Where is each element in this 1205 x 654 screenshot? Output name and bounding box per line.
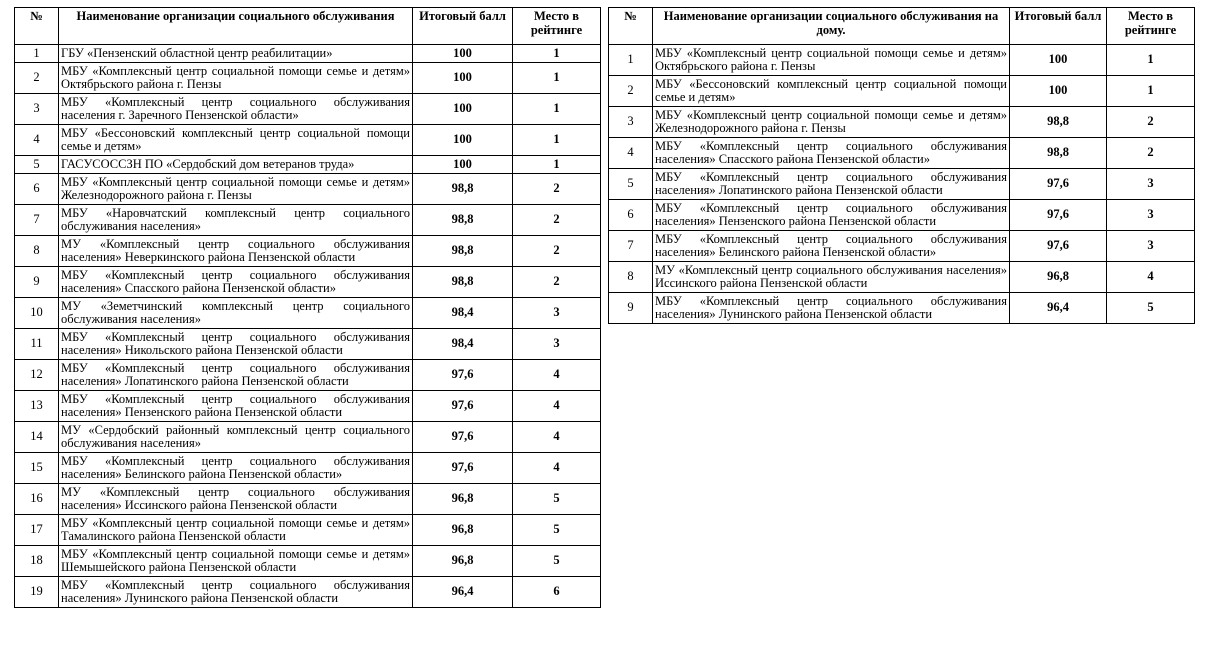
table-row	[15, 174, 601, 205]
cell-score: 97,6	[1010, 169, 1107, 200]
table-row	[609, 231, 1195, 262]
table-row	[609, 76, 1195, 107]
cell-score: 96,8	[413, 484, 513, 515]
cell-name: ГБУ «Пензенский областной центр реабилитации»	[59, 45, 413, 63]
cell-place: 2	[513, 205, 601, 236]
cell-score: 97,6	[413, 422, 513, 453]
cell-score: 100	[1010, 76, 1107, 107]
cell-name: МБУ «Комплексный центр социального обслуживания населения» Спасского района Пензенской области»	[59, 267, 413, 298]
cell-name: МУ «Земетчинский комплексный центр социального обслуживания населения»	[59, 298, 413, 329]
cell-score: 96,8	[1010, 262, 1107, 293]
cell-score: 96,8	[413, 546, 513, 577]
cell-name: МБУ «Комплексный центр социального обслуживания населения» Спасского района Пензенской области»	[653, 138, 1010, 169]
cell-name: МБУ «Комплексный центр социальной помощи семье и детям» Октябрьского района г. Пензы	[59, 63, 413, 94]
cell-name: МБУ «Комплексный центр социального обслуживания населения г. Заречного Пензенской области»	[59, 94, 413, 125]
table-row	[609, 107, 1195, 138]
cell-num: 19	[15, 577, 59, 608]
cell-num: 1	[15, 45, 59, 63]
cell-place: 1	[1107, 76, 1195, 107]
cell-place: 5	[513, 546, 601, 577]
cell-place: 1	[513, 156, 601, 174]
cell-name: МБУ «Комплексный центр социального обслуживания населения» Пензенского района Пензенской области	[59, 391, 413, 422]
cell-score: 97,6	[413, 360, 513, 391]
table-row	[609, 138, 1195, 169]
cell-num: 11	[15, 329, 59, 360]
table-row	[609, 169, 1195, 200]
cell-name: МБУ «Бессоновский комплексный центр социальной помощи семье и детям»	[59, 125, 413, 156]
table-header-row	[15, 8, 601, 45]
cell-place: 2	[1107, 138, 1195, 169]
cell-name: МБУ «Комплексный центр социальной помощи семье и детям» Железнодорожного района г. Пензы	[653, 107, 1010, 138]
table-row	[15, 45, 601, 63]
cell-name: МБУ «Комплексный центр социального обслуживания населения» Лопатинского района Пензенской области	[59, 360, 413, 391]
cell-place: 3	[1107, 169, 1195, 200]
cell-place: 5	[513, 484, 601, 515]
cell-name: МУ «Комплексный центр социального обслуживания населения» Иссинского района Пензенской области	[653, 262, 1010, 293]
cell-name: МБУ «Комплексный центр социального обслуживания населения» Белинского района Пензенской области»	[59, 453, 413, 484]
cell-name: ГАСУСОССЗН ПО «Сердобский дом ветеранов труда»	[59, 156, 413, 174]
table-row	[15, 205, 601, 236]
cell-place: 4	[1107, 262, 1195, 293]
cell-num: 16	[15, 484, 59, 515]
cell-score: 97,6	[1010, 200, 1107, 231]
table-row	[15, 546, 601, 577]
cell-score: 100	[413, 156, 513, 174]
table-row	[15, 484, 601, 515]
cell-name: МБУ «Комплексный центр социального обслуживания населения» Белинского района Пензенской области»	[653, 231, 1010, 262]
cell-score: 98,4	[413, 298, 513, 329]
cell-num: 7	[15, 205, 59, 236]
cell-name: МУ «Комплексный центр социального обслуживания населения» Иссинского района Пензенской области	[59, 484, 413, 515]
cell-num: 5	[15, 156, 59, 174]
cell-score: 100	[413, 125, 513, 156]
cell-num: 4	[609, 138, 653, 169]
cell-score: 97,6	[413, 391, 513, 422]
cell-score: 98,8	[413, 205, 513, 236]
table-row	[15, 329, 601, 360]
cell-score: 98,8	[1010, 138, 1107, 169]
cell-score: 100	[413, 63, 513, 94]
cell-num: 6	[15, 174, 59, 205]
cell-num: 2	[15, 63, 59, 94]
cell-num: 9	[15, 267, 59, 298]
cell-score: 100	[413, 94, 513, 125]
cell-place: 1	[513, 63, 601, 94]
cell-place: 2	[513, 267, 601, 298]
header-place: Место в рейтинге	[1107, 8, 1195, 45]
cell-name: МБУ «Комплексный центр социального обслуживания населения» Лопатинского района Пензенской области	[653, 169, 1010, 200]
header-name: Наименование организации социального обслуживания на дому.	[653, 8, 1010, 45]
cell-num: 2	[609, 76, 653, 107]
table-row	[15, 515, 601, 546]
cell-place: 5	[1107, 293, 1195, 324]
cell-name: МБУ «Комплексный центр социального обслуживания населения» Лунинского района Пензенской области	[59, 577, 413, 608]
cell-score: 97,6	[413, 453, 513, 484]
cell-place: 2	[513, 236, 601, 267]
cell-score: 98,8	[413, 267, 513, 298]
table-row	[609, 200, 1195, 231]
cell-place: 4	[513, 422, 601, 453]
rating-table-home-services	[608, 7, 1195, 324]
table-row	[15, 577, 601, 608]
cell-name: МБУ «Комплексный центр социальной помощи семье и детям» Шемышейского района Пензенской области	[59, 546, 413, 577]
table-row	[15, 94, 601, 125]
table-row	[15, 298, 601, 329]
cell-place: 4	[513, 453, 601, 484]
cell-name: МБУ «Комплексный центр социального обслуживания населения» Лунинского района Пензенской области	[653, 293, 1010, 324]
table-row	[609, 262, 1195, 293]
cell-place: 2	[513, 174, 601, 205]
cell-place: 1	[513, 125, 601, 156]
cell-place: 2	[1107, 107, 1195, 138]
rating-table-organizations	[14, 7, 601, 608]
cell-place: 4	[513, 360, 601, 391]
cell-num: 3	[609, 107, 653, 138]
cell-score: 97,6	[1010, 231, 1107, 262]
cell-place: 1	[1107, 45, 1195, 76]
cell-name: МБУ «Комплексный центр социального обслуживания населения» Пензенского района Пензенской области	[653, 200, 1010, 231]
cell-num: 18	[15, 546, 59, 577]
table-row	[15, 156, 601, 174]
table-header-row	[609, 8, 1195, 45]
cell-score: 98,8	[413, 236, 513, 267]
cell-num: 10	[15, 298, 59, 329]
cell-num: 3	[15, 94, 59, 125]
cell-num: 13	[15, 391, 59, 422]
cell-score: 98,8	[413, 174, 513, 205]
cell-num: 14	[15, 422, 59, 453]
cell-place: 4	[513, 391, 601, 422]
cell-name: МУ «Сердобский районный комплексный центр социального обслуживания населения»	[59, 422, 413, 453]
cell-score: 96,4	[1010, 293, 1107, 324]
header-num: №	[15, 8, 59, 45]
cell-place: 1	[513, 45, 601, 63]
cell-num: 1	[609, 45, 653, 76]
cell-name: МБУ «Комплексный центр социальной помощи семье и детям» Железнодорожного района г. Пензы	[59, 174, 413, 205]
cell-place: 5	[513, 515, 601, 546]
cell-place: 3	[513, 329, 601, 360]
cell-num: 8	[609, 262, 653, 293]
table-row	[15, 453, 601, 484]
cell-num: 4	[15, 125, 59, 156]
cell-score: 98,4	[413, 329, 513, 360]
cell-score: 96,8	[413, 515, 513, 546]
cell-num: 5	[609, 169, 653, 200]
cell-name: МУ «Комплексный центр социального обслуживания населения» Неверкинского района Пензенской области	[59, 236, 413, 267]
cell-num: 15	[15, 453, 59, 484]
cell-place: 6	[513, 577, 601, 608]
table-row	[15, 236, 601, 267]
table-row	[15, 267, 601, 298]
cell-place: 1	[513, 94, 601, 125]
cell-score: 96,4	[413, 577, 513, 608]
cell-num: 12	[15, 360, 59, 391]
cell-score: 98,8	[1010, 107, 1107, 138]
cell-name: МБУ «Бессоновский комплексный центр социальной помощи семье и детям»	[653, 76, 1010, 107]
header-place: Место в рейтинге	[513, 8, 601, 45]
cell-num: 9	[609, 293, 653, 324]
cell-place: 3	[1107, 231, 1195, 262]
cell-num: 17	[15, 515, 59, 546]
cell-num: 7	[609, 231, 653, 262]
cell-place: 3	[513, 298, 601, 329]
header-score: Итоговый балл	[413, 8, 513, 45]
header-name: Наименование организации социального обслуживания	[59, 8, 413, 45]
table-row	[15, 125, 601, 156]
table-row	[15, 422, 601, 453]
table-row	[609, 293, 1195, 324]
cell-score: 100	[1010, 45, 1107, 76]
cell-name: МБУ «Наровчатский комплексный центр социального обслуживания населения»	[59, 205, 413, 236]
table-row	[15, 63, 601, 94]
cell-num: 6	[609, 200, 653, 231]
table-row	[15, 360, 601, 391]
cell-name: МБУ «Комплексный центр социальной помощи семье и детям» Тамалинского района Пензенской области	[59, 515, 413, 546]
cell-score: 100	[413, 45, 513, 63]
cell-place: 3	[1107, 200, 1195, 231]
header-score: Итоговый балл	[1010, 8, 1107, 45]
table-row	[15, 391, 601, 422]
cell-name: МБУ «Комплексный центр социальной помощи семье и детям» Октябрьского района г. Пензы	[653, 45, 1010, 76]
table-row	[609, 45, 1195, 76]
cell-num: 8	[15, 236, 59, 267]
header-num: №	[609, 8, 653, 45]
cell-name: МБУ «Комплексный центр социального обслуживания населения» Никольского района Пензенской области	[59, 329, 413, 360]
